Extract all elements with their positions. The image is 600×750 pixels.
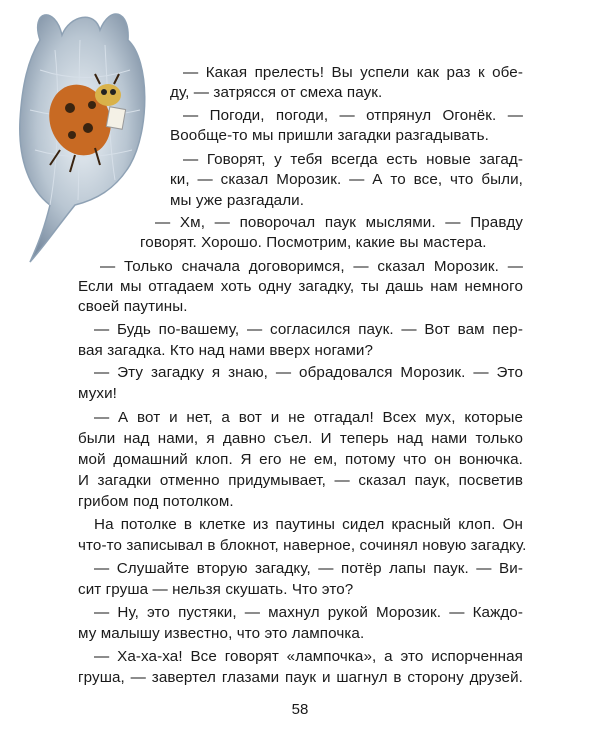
text-line: На потолке в клетке из паутины сидел красный клоп. Он: [94, 516, 523, 533]
text-line: — Какая прелесть! Вы успели как раз к обе-: [183, 64, 523, 81]
text-line: мой домашний клоп. Я его не ем, потому что он вонючка.: [78, 451, 523, 468]
text-line: — Эту загадку я знаю, — обрадовался Морозик. — Это: [94, 364, 523, 381]
text-line: — Погоди, погоди, — отпрянул Огонёк. —: [183, 107, 523, 124]
text-line: — Ха-ха-ха! Все говорят «лампочка», а это испорченная: [94, 648, 523, 665]
text-line: — А вот и нет, а вот и не отгадал! Всех мух, которые: [94, 409, 523, 426]
text-line: говорят. Хорошо. Посмотрим, какие вы мастера.: [140, 234, 487, 251]
text-line: вая загадка. Кто над нами вверх ногами?: [78, 342, 374, 359]
text-line: И загадки отменно придумывает, — сказал паук, посветив: [78, 472, 523, 489]
text-line: — Говорят, у тебя всегда есть новые загад-: [183, 151, 523, 168]
text-line: Если мы отгадаем хоть одну загадку, ты дашь нам немного: [78, 278, 523, 295]
text-line: сит груша — нельзя скушать. Что это?: [78, 581, 354, 598]
text-line: груша, — завертел глазами паук и шагнул в сторону друзей.: [78, 669, 523, 686]
text-line: — Будь по-вашему, — согласился паук. — Вот вам пер-: [94, 321, 523, 338]
text-line: были над нами, я давно съел. И теперь над нами только: [78, 430, 523, 447]
text-line: — Только сначала договоримся, — сказал Морозик. —: [100, 258, 523, 275]
text-line: грибом под потолком.: [78, 493, 234, 510]
page-number: 58: [291, 701, 309, 718]
text-line: Вообще-то мы пришли загадки разгадывать.: [170, 127, 489, 144]
text-line: — Ну, это пустяки, — махнул рукой Морозик. — Каждо-: [94, 604, 523, 621]
text-line: — Слушайте вторую загадку, — потёр лапы паук. — Ви-: [94, 560, 523, 577]
text-line: что-то записывал в блокнот, наверное, сочинял новую загадку.: [78, 537, 527, 554]
text-line: ки, — сказал Морозик. — А то все, что были,: [170, 171, 523, 188]
text-line: му малышу известно, что это лампочка.: [78, 625, 365, 642]
text-line: ду, — затрясся от смеха паук.: [170, 84, 383, 101]
text-line: мухи!: [78, 385, 118, 402]
text-line: мы уже разгадали.: [170, 192, 305, 209]
text-line: — Хм, — поворочал паук мыслями. — Правду: [155, 214, 523, 231]
text-line: своей паутины.: [78, 298, 188, 315]
